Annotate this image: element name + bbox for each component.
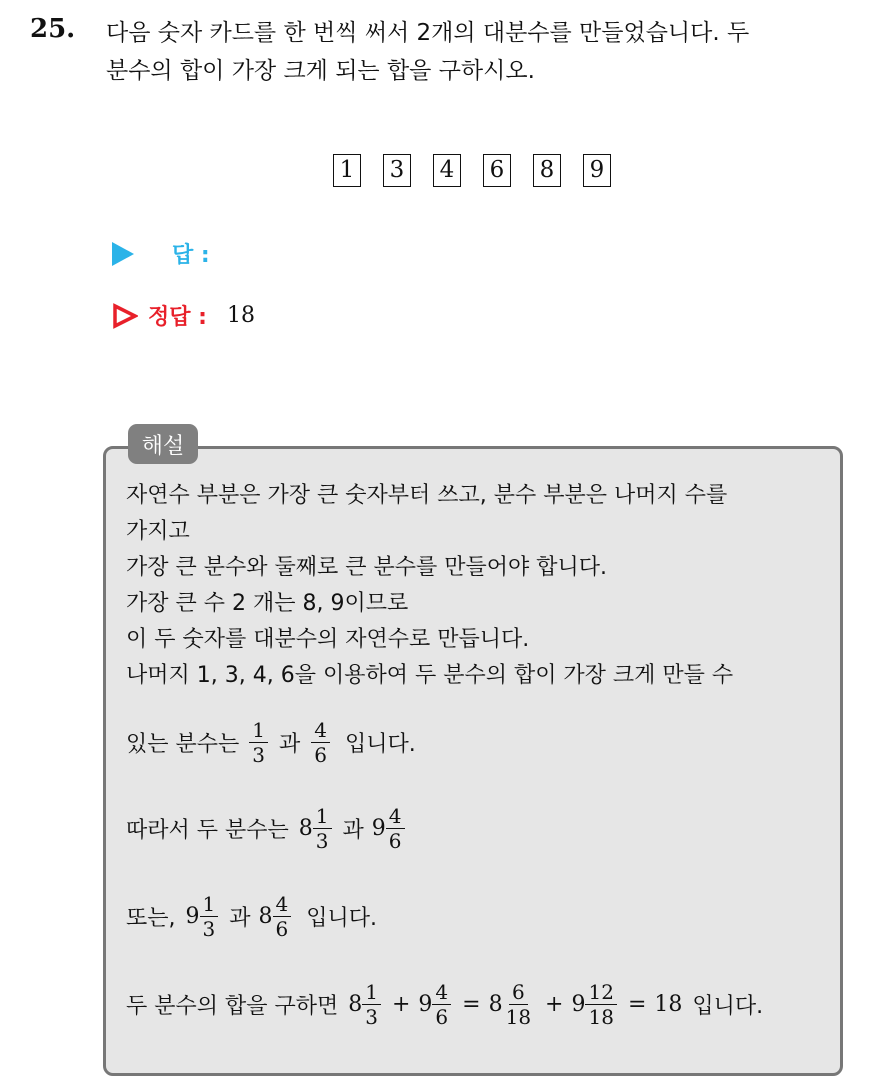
correct-answer-row	[112, 300, 255, 331]
explanation-text	[126, 478, 831, 694]
explanation-sum-line	[126, 980, 763, 1029]
mixed-whole: 9	[185, 904, 200, 929]
explanation-text-segment: 입니다.	[306, 906, 377, 931]
fraction	[249, 718, 268, 767]
explanation-text-segment: 또는,	[126, 906, 176, 931]
number-card: 8	[533, 154, 561, 187]
mixed-whole: 9	[371, 816, 386, 841]
question-line-1: 다음 숫자 카드를 한 번씩 써서 2개의 대분수를 만들었습니다. 두	[106, 20, 750, 46]
sum-result: 18	[654, 992, 683, 1017]
fraction-numerator: 4	[432, 980, 451, 1005]
plus-sign: +	[391, 992, 411, 1017]
answer-label: 답 :	[172, 243, 210, 268]
fraction-numerator: 4	[311, 718, 330, 743]
fraction	[432, 980, 451, 1029]
equals-sign: =	[627, 992, 647, 1017]
fraction-denominator: 6	[435, 1005, 449, 1029]
fraction	[273, 892, 292, 941]
fraction-denominator: 3	[315, 829, 329, 853]
explanation-text-segment: 과	[229, 906, 251, 931]
correct-answer-label: 정답 :	[148, 305, 207, 330]
fraction-numerator: 1	[313, 804, 332, 829]
question-number: 25.	[30, 14, 76, 44]
equals-sign: =	[462, 992, 481, 1017]
explanation-line: 이 두 숫자를 대분수의 자연수로 만듭니다.	[126, 627, 530, 652]
fraction-denominator: 18	[505, 1005, 532, 1029]
number-card: 3	[383, 154, 411, 187]
outline-triangle-icon	[112, 303, 138, 329]
fraction	[503, 980, 534, 1029]
number-card: 9	[583, 154, 611, 187]
fraction-numerator: 1	[362, 980, 381, 1005]
explanation-text-segment: 과	[342, 818, 364, 843]
fraction	[585, 980, 616, 1029]
fraction	[386, 804, 405, 853]
fraction-denominator: 6	[388, 829, 402, 853]
explanation-alternate-line	[126, 892, 377, 941]
explanation-line: 자연수 부분은 가장 큰 숫자부터 쓰고, 분수 부분은 나머지 수를	[126, 483, 728, 508]
fraction-numerator: 1	[200, 892, 219, 917]
play-triangle-icon	[112, 242, 134, 266]
fraction	[313, 804, 332, 853]
explanation-line: 가장 큰 수 2 개는 8, 9이므로	[126, 591, 409, 616]
mixed-whole: 8	[348, 992, 363, 1017]
fraction-denominator: 3	[252, 743, 265, 767]
number-card: 6	[483, 154, 511, 187]
mixed-whole: 9	[418, 992, 433, 1017]
mixed-whole: 8	[488, 992, 503, 1017]
explanation-line: 가장 큰 분수와 둘째로 큰 분수를 만들어야 합니다.	[126, 555, 607, 580]
explanation-mixed-line	[126, 804, 408, 853]
question-line-2: 분수의 합이 가장 크게 되는 합을 구하시오.	[106, 58, 535, 84]
fraction-numerator: 4	[273, 892, 292, 917]
answer-row	[112, 238, 210, 269]
correct-answer-value: 18	[226, 303, 255, 328]
fraction-numerator: 12	[585, 980, 616, 1005]
number-cards	[333, 154, 611, 187]
fraction-denominator: 6	[275, 917, 289, 941]
fraction-denominator: 6	[314, 743, 327, 767]
explanation-text-segment: 따라서 두 분수는	[126, 818, 289, 843]
fraction-denominator: 3	[365, 1005, 378, 1029]
fraction-denominator: 3	[202, 917, 216, 941]
explanation-text-segment: 과	[279, 732, 301, 757]
mixed-whole: 8	[258, 904, 273, 929]
fraction	[362, 980, 381, 1029]
plus-sign: +	[545, 992, 564, 1017]
mixed-whole: 8	[298, 816, 313, 841]
fraction-numerator: 4	[386, 804, 405, 829]
explanation-tag: 해설	[128, 424, 198, 464]
explanation-text-segment: 입니다.	[345, 732, 416, 757]
fraction	[200, 892, 219, 941]
fraction-numerator: 6	[509, 980, 528, 1005]
explanation-text-segment: 있는 분수는	[126, 732, 240, 757]
explanation-text-segment: 두 분수의 합을 구하면	[126, 994, 339, 1019]
fraction-numerator: 1	[249, 718, 268, 743]
number-card: 4	[433, 154, 461, 187]
question-text	[106, 14, 866, 90]
fraction-denominator: 18	[588, 1005, 614, 1029]
mixed-whole: 9	[571, 992, 586, 1017]
fraction	[311, 718, 330, 767]
explanation-line: 가지고	[126, 519, 190, 544]
explanation-line: 나머지 1, 3, 4, 6을 이용하여 두 분수의 합이 가장 크게 만들 수	[126, 663, 734, 688]
explanation-fractions-line	[126, 718, 416, 767]
number-card: 1	[333, 154, 361, 187]
explanation-text-segment: 입니다.	[692, 994, 764, 1019]
